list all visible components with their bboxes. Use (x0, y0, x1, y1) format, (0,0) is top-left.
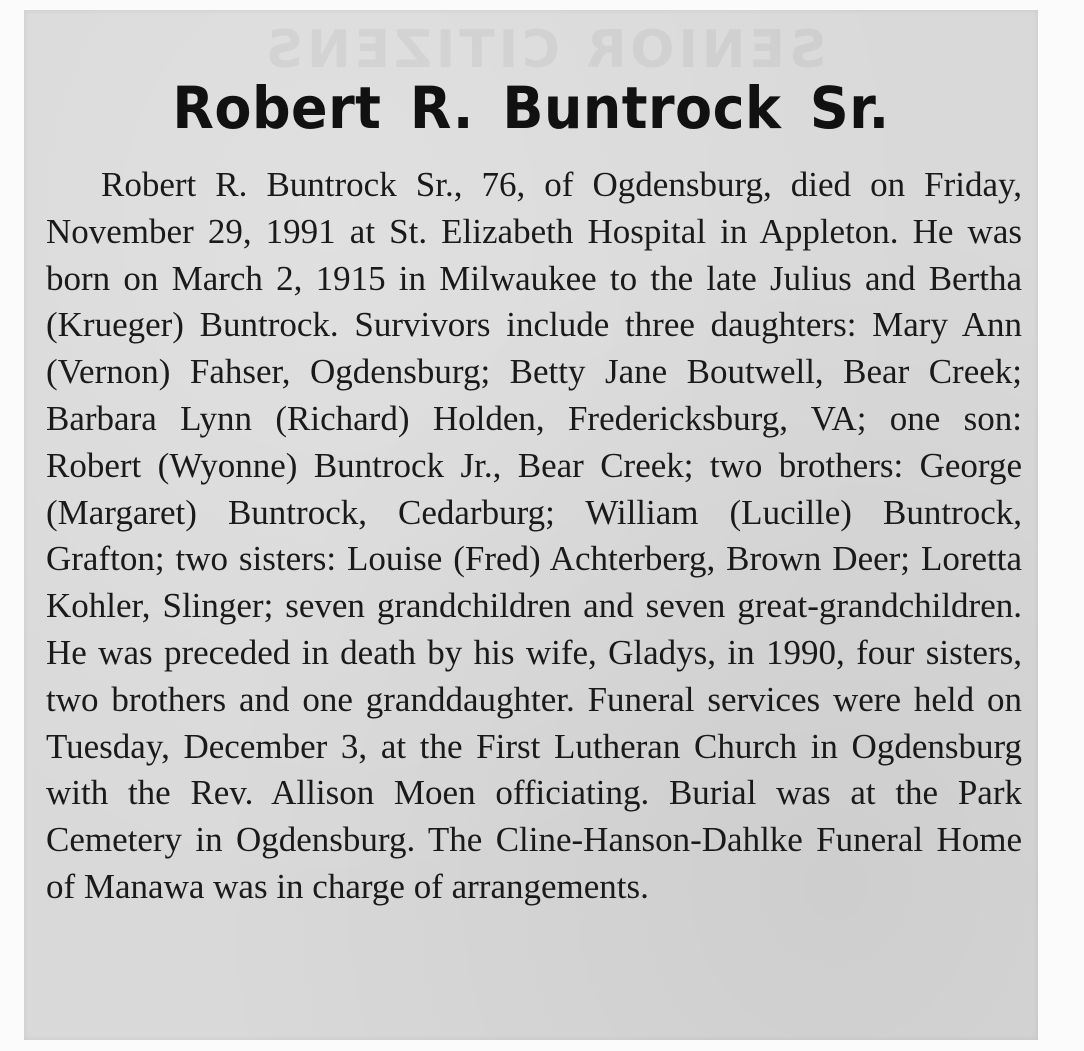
obituary-headline: Robert R. Buntrock Sr. (172, 74, 890, 142)
bleed-through-shadow: SENIOR CITIZENS (261, 20, 827, 80)
obituary-body: Robert R. Buntrock Sr., 76, of Ogdensburg, died on Friday, November 29, 1991 at St. Elizabeth Hospital in Appleton. He was born on March 2, 1915 in Milwaukee to the late Julius and Bertha (Krueger) Buntrock. Survivors include three daughters: Mary Ann (Vernon) Fahser, Ogdensburg; Betty Jane Boutwell, Bear Creek; Barbara Lynn (Richard) Holden, Fredericksburg, VA; one son: Robert (Wyonne) Buntrock Jr., Bear Creek; two brothers: George (Margaret) Buntrock, Cedarburg; William (Lucille) Buntrock, Grafton; two sisters: Louise (Fred) Achterberg, Brown Deer; Loretta Kohler, Slinger; seven grandchildren and seven great-grandchildren. He was preceded in death by his wife, Gladys, in 1990, four sisters, two brothers and one granddaughter. Funeral services were held on Tuesday, December 3, at the First Lutheran Church in Ogdensburg with the Rev. Allison Moen officiating. Burial was at the Park Cemetery in Ogdensburg. The Cline-Hanson-Dahlke Funeral Home of Manawa was in charge of arrangements. (46, 165, 1022, 906)
newspaper-clipping (24, 10, 1038, 1040)
